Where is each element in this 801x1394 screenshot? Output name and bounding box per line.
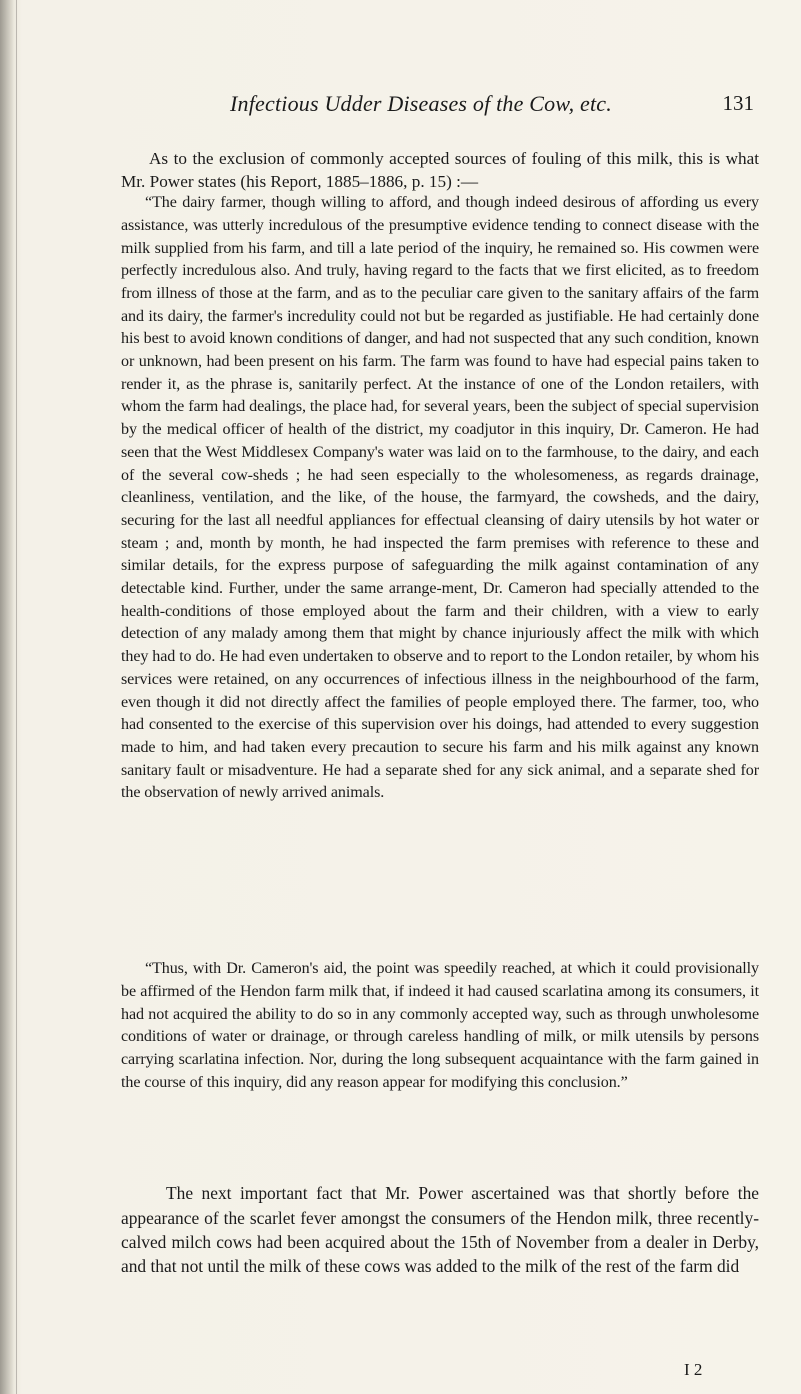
intro-paragraph: As to the exclusion of commonly accepted sources of fouling of this milk, this is what Mr. Power states (his Report, 1885–1886, p. 15) :— [121,149,759,192]
signature-mark: I 2 [684,1360,703,1379]
page-binding-line [16,0,17,1394]
page-binding-shadow [0,0,14,1394]
closing-paragraph: The next important fact that Mr. Power ascertained was that shortly before the appearance of the scarlet fever amongst the consumers of the Hendon milk, three recently-calved milch cows had been acquired about the 15th of November from a dealer in Derby, and that not until the milk of these cows was added to the milk of the rest of the farm did [121,1183,759,1276]
running-head: Infectious Udder Diseases of the Cow, etc. [230,91,612,116]
quoted-report-paragraph-2: “Thus, with Dr. Cameron's aid, the point was speedily reached, at which it could provisionally be affirmed of the Hendon farm milk that, if indeed it had caused scarlatina among its consumers, it had not acquired the ability to do so in any commonly accepted way, such as through unwholesome conditions of water or drainage, or through careless handling of milk, or milk utensils by persons carrying scarlatina infection. Nor, during the long subsequent acquaintance with the farm gained in the course of this inquiry, did any reason appear for modifying this conclusion.” [121,960,759,1091]
quoted-report-paragraph-1: “The dairy farmer, though willing to afford, and though indeed desirous of affording us every assistance, was utterly incredulous of the presumptive evidence tending to connect disease with the milk supplied from his farm, and till a late period of the inquiry, he remained so. His cowmen were perfectly incredulous also. And truly, having regard to the facts that we first elicited, as to freedom from illness of those at the farm, and as to the peculiar care given to the sanitary affairs of the farm and its dairy, the farmer's incredulity could not but be regarded as justifiable. He had certainly done his best to avoid known conditions of danger, and had not suspected that any such condition, known or unknown, had been present on his farm. The farm was found to have had especial pains taken to render it, as the phrase is, sanitarily perfect. At the instance of one of the London retailers, with whom the farm had dealings, the place had, for several years, been the subject of special supervision by the medical officer of health of the district, my coadjutor in this inquiry, Dr. Cameron. He had seen that the West Middlesex Company's water was laid on to the farmhouse, to the dairy, and each of the several cow-sheds ; he had seen especially to the wholesomeness, as regards drainage, cleanliness, ventilation, and the like, of the house, the farmyard, the cowsheds, and the dairy, securing for the last all needful appliances for effectual cleansing of dairy utensils by hot water or steam ; and, month by month, he had inspected the farm premises with reference to these and similar details, for the express purpose of safeguarding the milk against contamination of any detectable kind. Further, under the same arrange-ment, Dr. Cameron had specially attended to the health-conditions of those employed about the farm and their children, with a view to early detection of any malady among them that might by chance injuriously affect the milk with which they had to do. He had even undertaken to observe and to report to the London retailer, by whom his services were retained, on any occurrences of infectious illness in the neighbourhood of the farm, even though it did not directly affect the families of people employed there. The farmer, too, who had consented to the exercise of this supervision over his doings, had attended to every suggestion made to him, and had taken every precaution to secure his farm and his milk against any known sanitary fault or misadventure. He had a separate shed for any sick animal, and a separate shed for the observation of newly arrived animals. [121,194,759,802]
page-number: 131 [722,91,754,115]
